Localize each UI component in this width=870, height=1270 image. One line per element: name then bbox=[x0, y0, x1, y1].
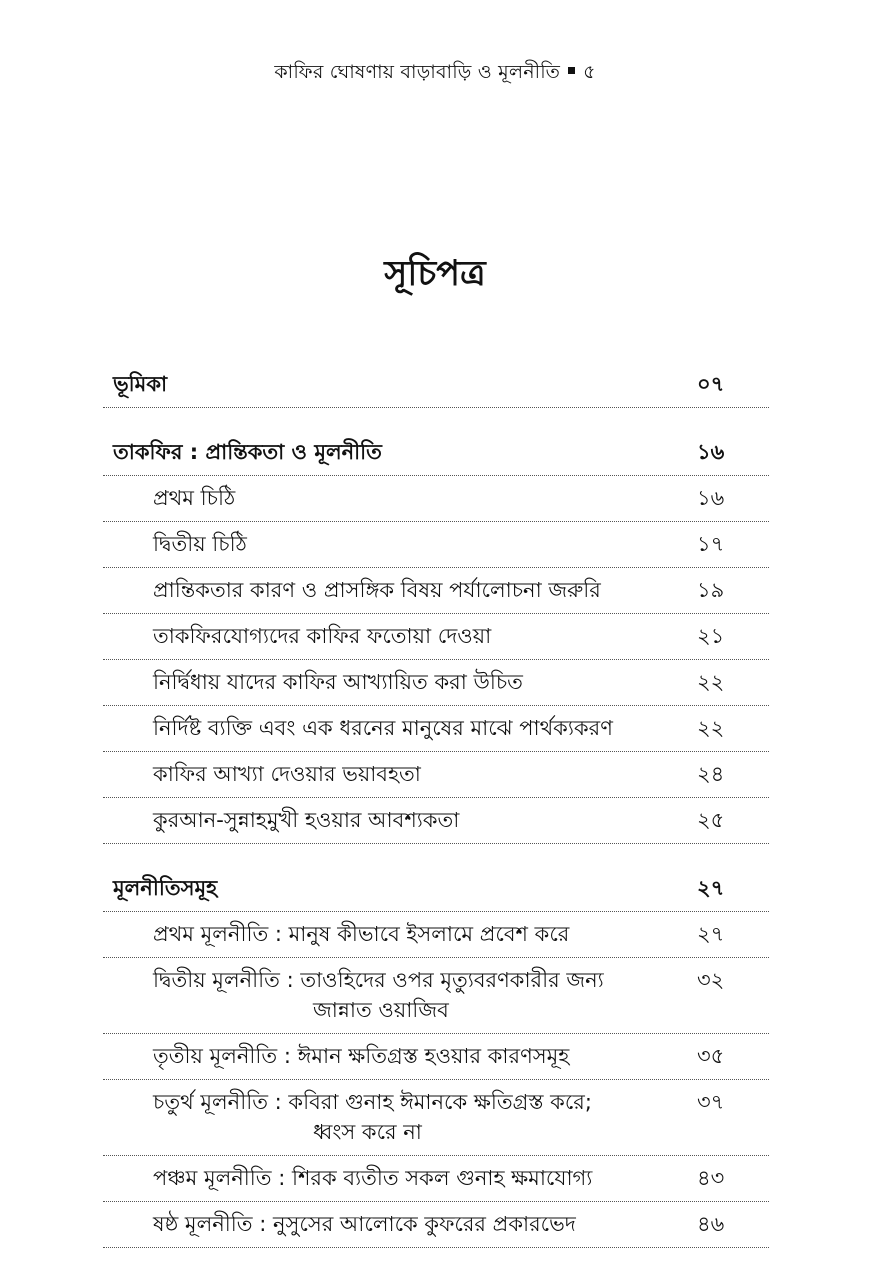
toc-row[interactable] bbox=[103, 706, 769, 752]
toc-entry-page: ৪৬ bbox=[697, 1212, 725, 1236]
toc-row[interactable] bbox=[103, 912, 769, 958]
toc-entry-page: ২৭ bbox=[697, 876, 725, 900]
toc-entry-title: নির্দিষ্ট ব্যক্তি এবং এক ধরনের মানুষের মাঝে পার্থক্যকরণ bbox=[153, 716, 613, 740]
toc-row[interactable] bbox=[103, 476, 769, 522]
toc-entry-page: ৩৭ bbox=[697, 1090, 725, 1114]
toc-row[interactable] bbox=[103, 1080, 769, 1156]
toc-entry-page: ১৯ bbox=[697, 578, 725, 602]
toc-entry-title-continuation: ধ্বংস করে না bbox=[313, 1120, 422, 1144]
toc-entry-title: প্রথম চিঠি bbox=[153, 486, 236, 510]
toc-entry-title-wrap bbox=[103, 1087, 697, 1147]
toc-entry-title: কাফির আখ্যা দেওয়ার ভয়াবহতা bbox=[153, 762, 421, 786]
toc-entry-page: ২২ bbox=[697, 716, 725, 740]
toc-entry-title: নির্দ্বিধায় যাদের কাফির আখ্যায়িত করা উচিত bbox=[153, 670, 523, 694]
toc-row[interactable] bbox=[103, 430, 769, 476]
toc-row[interactable] bbox=[103, 522, 769, 568]
toc-entry-page: ২৫ bbox=[697, 808, 725, 832]
toc-entry-page: ০৭ bbox=[697, 372, 725, 396]
toc-row[interactable] bbox=[103, 568, 769, 614]
toc-entry-page: ১৬ bbox=[697, 486, 725, 510]
toc-entry-page: ২১ bbox=[697, 624, 725, 648]
toc-row[interactable] bbox=[103, 660, 769, 706]
toc-row[interactable] bbox=[103, 1034, 769, 1080]
toc-row[interactable] bbox=[103, 1202, 769, 1248]
toc-entry-title-wrap bbox=[103, 965, 697, 1025]
toc-row[interactable] bbox=[103, 614, 769, 660]
toc-section-takfir bbox=[103, 430, 769, 844]
running-header-page-number: ৫ bbox=[583, 61, 596, 83]
page-title: সূচিপত্র bbox=[384, 253, 486, 294]
toc-entry-title: দ্বিতীয় মূলনীতি : তাওহিদের ওপর মৃত্যুবরণকারীর জন্য bbox=[153, 968, 604, 992]
toc-section-introduction bbox=[103, 362, 769, 408]
toc-entry-page: ৩৫ bbox=[697, 1044, 725, 1068]
toc-entry-title: কুরআন-সুন্নাহমুখী হওয়ার আবশ্যকতা bbox=[153, 808, 460, 832]
table-of-contents bbox=[103, 362, 769, 1270]
toc-entry-title: তাকফিরযোগ্যদের কাফির ফতোয়া দেওয়া bbox=[153, 624, 492, 648]
toc-entry-page: ৩২ bbox=[697, 968, 725, 992]
toc-row[interactable] bbox=[103, 1156, 769, 1202]
toc-entry-page: ২২ bbox=[697, 670, 725, 694]
toc-entry-title: প্রথম মূলনীতি : মানুষ কীভাবে ইসলামে প্রবেশ করে bbox=[153, 922, 570, 946]
toc-entry-title-continuation: জান্নাত ওয়াজিব bbox=[313, 998, 449, 1022]
toc-entry-title: তাকফির : প্রান্তিকতা ও মূলনীতি bbox=[113, 440, 382, 464]
toc-entry-title: মূলনীতিসমূহ bbox=[113, 876, 218, 900]
toc-row[interactable] bbox=[103, 798, 769, 844]
toc-entry-title: ষষ্ঠ মূলনীতি : নুসুসের আলোকে কুফরের প্রকারভেদ bbox=[153, 1212, 576, 1236]
toc-entry-title: দ্বিতীয় চিঠি bbox=[153, 532, 247, 556]
toc-row[interactable] bbox=[103, 866, 769, 912]
running-header bbox=[0, 58, 870, 90]
toc-section-principles bbox=[103, 866, 769, 1248]
toc-entry-title: প্রান্তিকতার কারণ ও প্রাসঙ্গিক বিষয় পর্যালোচনা জরুরি bbox=[153, 578, 601, 602]
toc-entry-page: ২৪ bbox=[697, 762, 725, 786]
toc-entry-title: চতুর্থ মূলনীতি : কবিরা গুনাহ ঈমানকে ক্ষতিগ্রস্ত করে; bbox=[153, 1090, 592, 1114]
toc-entry-page: ১৬ bbox=[697, 440, 725, 464]
toc-entry-page: ৪৩ bbox=[697, 1166, 725, 1190]
toc-entry-title: ভূমিকা bbox=[113, 372, 168, 396]
toc-row[interactable] bbox=[103, 958, 769, 1034]
toc-entry-title: তৃতীয় মূলনীতি : ঈমান ক্ষতিগ্রস্ত হওয়ার কারণসমূহ bbox=[153, 1044, 570, 1068]
separator-square-icon bbox=[568, 67, 575, 74]
toc-row[interactable] bbox=[103, 752, 769, 798]
toc-entry-page: ২৭ bbox=[697, 922, 725, 946]
toc-entry-page: ১৭ bbox=[697, 532, 725, 556]
toc-row[interactable] bbox=[103, 362, 769, 408]
toc-entry-title: পঞ্চম মূলনীতি : শিরক ব্যতীত সকল গুনাহ ক্ষমাযোগ্য bbox=[153, 1166, 593, 1190]
running-header-title: কাফির ঘোষণায় বাড়াবাড়ি ও মূলনীতি bbox=[274, 61, 561, 83]
